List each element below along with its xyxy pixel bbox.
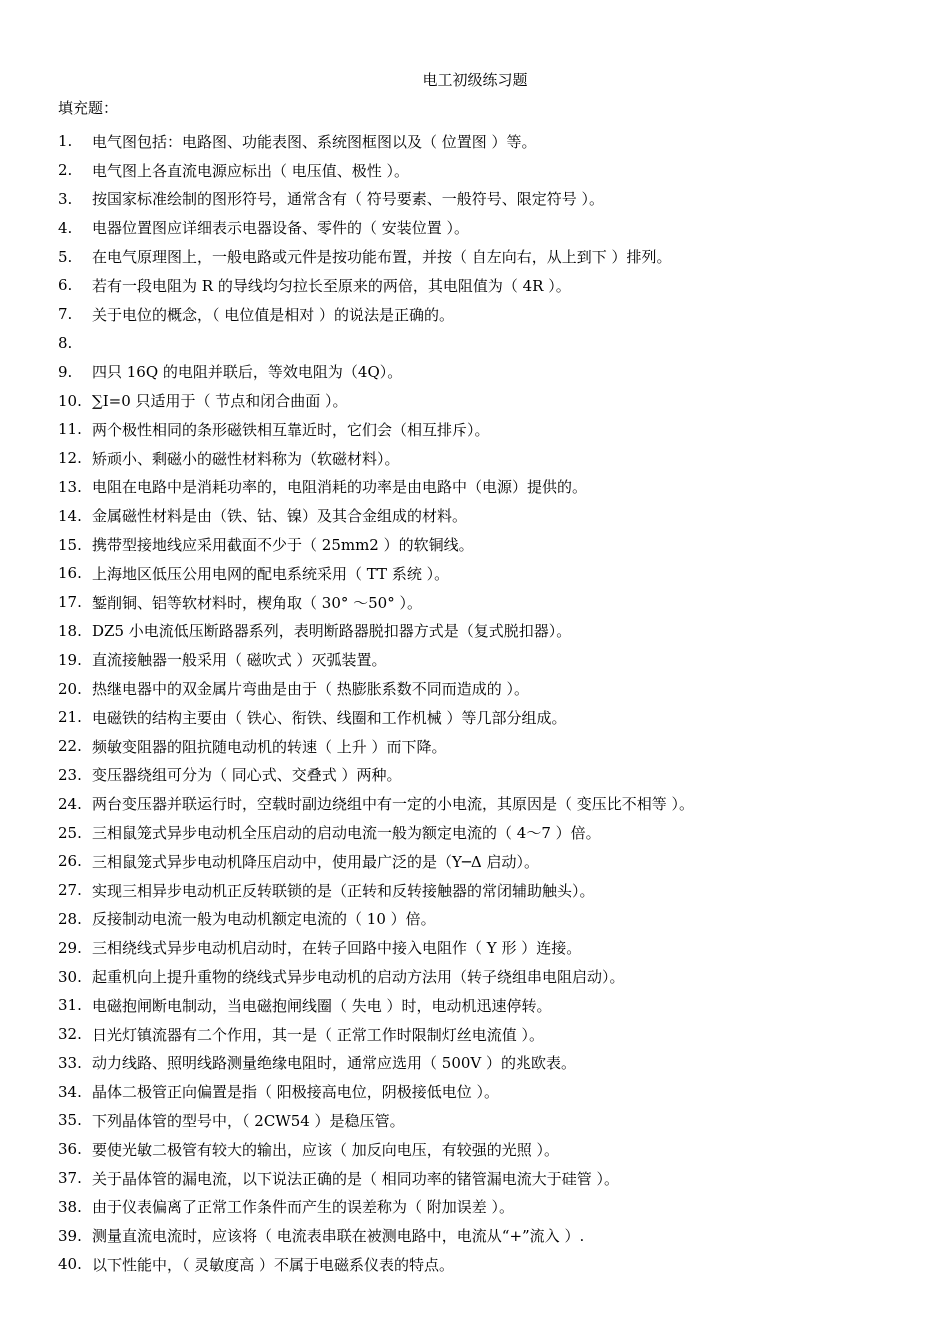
question-text: 电气图上各直流电源应标出（ 电压值、极性 ）。 — [92, 161, 410, 180]
question-item — [58, 300, 918, 329]
question-number: 20. — [58, 679, 82, 698]
question-text: ∑I=0 只适用于（ 节点和闭合曲面 ）。 — [92, 392, 348, 411]
question-text: 电阻在电路中是消耗功率的，电阻消耗的功率是由电路中（电源）提供的。 — [92, 478, 588, 497]
question-item — [58, 962, 918, 991]
question-item — [58, 761, 918, 790]
question-number: 39. — [58, 1226, 82, 1245]
question-text: 电磁抱闸断电制动，当电磁抱闸线圈（ 失电 ）时，电动机迅速停转。 — [92, 996, 552, 1015]
question-item — [58, 473, 918, 502]
question-text: 测量直流电流时，应该将（ 电流表串联在被测电路中，电流从“+”流入 ）. — [92, 1227, 585, 1246]
question-item — [58, 185, 918, 214]
question-list — [58, 127, 918, 1279]
question-number: 33. — [58, 1053, 82, 1072]
question-number: 17. — [58, 593, 82, 612]
question-text: 电器位置图应详细表示电器设备、零件的（ 安装位置 ）。 — [92, 219, 470, 238]
question-number: 19. — [58, 650, 82, 669]
question-text: 反接制动电流一般为电动机额定电流的（ 10 ）倍。 — [92, 910, 436, 929]
question-text: 两个极性相同的条形磁铁相互靠近时，它们会（相互排斥）。 — [92, 420, 490, 439]
question-text: 上海地区低压公用电网的配电系统采用（ TT 系统 ）。 — [92, 564, 450, 583]
question-text: 实现三相异步电动机正反转联锁的是（正转和反转接触器的常闭辅助触头）。 — [92, 881, 595, 900]
question-text: 三相绕线式异步电动机启动时，在转子回路中接入电阻作（ Y 形 ）连接。 — [92, 939, 582, 958]
question-text: 两台变压器并联运行时，空载时副边绕组中有一定的小电流，其原因是（ 变压比不相等 ）。 — [92, 795, 695, 814]
question-number: 38. — [58, 1197, 82, 1216]
question-text: 由于仪表偏离了正常工作条件而产生的误差称为（ 附加误差 ）。 — [92, 1198, 515, 1217]
question-item — [58, 329, 918, 358]
question-text: 日光灯镇流器有二个作用，其一是（ 正常工作时限制灯丝电流值 ）。 — [92, 1025, 545, 1044]
question-item — [58, 1164, 918, 1193]
question-text: 电磁铁的结构主要由（ 铁心、衔铁、线圈和工作机械 ）等几部分组成。 — [92, 708, 567, 727]
question-item — [58, 1077, 918, 1106]
question-item — [58, 732, 918, 761]
question-text: 若有一段电阻为 R 的导线均匀拉长至原来的两倍，其电阻值为（ 4R ）。 — [92, 276, 571, 295]
question-text: 三相鼠笼式异步电动机全压启动的启动电流一般为额定电流的（ 4～7 ）倍。 — [92, 824, 601, 843]
question-text: 关于电位的概念，（ 电位值是相对 ）的说法是正确的。 — [92, 305, 455, 324]
question-number: 37. — [58, 1169, 82, 1188]
question-number: 15. — [58, 535, 82, 554]
question-item — [58, 645, 918, 674]
question-item — [58, 1221, 918, 1250]
question-number: 31. — [58, 996, 82, 1015]
question-number: 2. — [58, 161, 73, 180]
question-text: 四只 16Q 的电阻并联后，等效电阻为（4Q）。 — [92, 363, 403, 382]
question-item — [58, 1250, 918, 1279]
question-number: 26. — [58, 852, 82, 871]
question-item — [58, 1049, 918, 1078]
question-text: DZ5 小电流低压断路器系列，表明断路器脱扣器方式是（复式脱扣器）。 — [92, 622, 572, 641]
question-number: 5. — [58, 247, 73, 266]
question-text: 矫顽小、剩磁小的磁性材料称为（软磁材料）。 — [92, 449, 400, 468]
question-text: 金属磁性材料是由（铁、钴、镍）及其合金组成的材料。 — [92, 507, 468, 526]
question-number: 18. — [58, 621, 82, 640]
question-number: 25. — [58, 823, 82, 842]
question-item — [58, 674, 918, 703]
question-number: 6. — [58, 276, 73, 295]
question-item — [58, 789, 918, 818]
question-number: 24. — [58, 794, 82, 813]
question-text: 在电气原理图上，一般电路或元件是按功能布置，并按（ 自左向右，从上到下 ）排列。 — [92, 248, 672, 267]
question-item — [58, 905, 918, 934]
question-number: 8. — [58, 333, 73, 352]
question-item — [58, 703, 918, 732]
question-item — [58, 242, 918, 271]
question-text: 热继电器中的双金属片弯曲是由于（ 热膨胀系数不同而造成的 ）。 — [92, 680, 530, 699]
question-number: 10. — [58, 391, 82, 410]
question-text: 动力线路、照明线路测量绝缘电阻时，通常应选用（ 500V ）的兆欧表。 — [92, 1054, 577, 1073]
question-number: 35. — [58, 1111, 82, 1130]
question-text: 以下性能中，（ 灵敏度高 ）不属于电磁系仪表的特点。 — [92, 1255, 455, 1274]
question-number: 36. — [58, 1140, 82, 1159]
question-text: 三相鼠笼式异步电动机降压启动中，使用最广泛的是（Y─Δ 启动）。 — [92, 852, 540, 871]
question-text: 起重机向上提升重物的绕线式异步电动机的启动方法用（转子绕组串电阻启动）。 — [92, 968, 625, 986]
question-number: 3. — [58, 189, 73, 208]
question-item — [58, 386, 918, 415]
question-item — [58, 1192, 918, 1221]
question-item — [58, 617, 918, 646]
question-item — [58, 588, 918, 617]
question-text: 晶体二极管正向偏置是指（ 阳极接高电位，阴极接低电位 ）。 — [92, 1083, 500, 1102]
question-item — [58, 933, 918, 962]
question-number: 11. — [58, 420, 82, 439]
question-item — [58, 357, 918, 386]
question-number: 40. — [58, 1255, 82, 1274]
question-item — [58, 415, 918, 444]
question-item — [58, 876, 918, 905]
question-text: 变压器绕组可分为（ 同心式、交叠式 ）两种。 — [92, 766, 402, 785]
question-item — [58, 991, 918, 1020]
question-item — [58, 1106, 918, 1135]
question-text: 频敏变阻器的阻抗随电动机的转速（ 上升 ）而下降。 — [92, 737, 447, 756]
question-item — [58, 501, 918, 530]
question-item — [58, 213, 918, 242]
question-item — [58, 156, 918, 185]
question-text: 直流接触器一般采用（ 磁吹式 ）灭弧装置。 — [92, 651, 387, 670]
question-number: 22. — [58, 737, 82, 756]
question-number: 4. — [58, 218, 73, 237]
section-label: 填充题： — [58, 99, 119, 117]
question-item — [58, 127, 918, 156]
question-text: 电气图包括：电路图、功能表图、系统图框图以及（ 位置图 ）等。 — [92, 132, 537, 151]
question-item — [58, 1020, 918, 1049]
question-item — [58, 530, 918, 559]
question-number: 9. — [58, 362, 73, 381]
question-number: 34. — [58, 1082, 82, 1101]
document-title: 电工初级练习题 — [422, 71, 528, 89]
question-number: 23. — [58, 765, 82, 784]
question-number: 32. — [58, 1025, 82, 1044]
question-item — [58, 559, 918, 588]
question-text: 下列晶体管的型号中，（ 2CW54 ）是稳压管。 — [92, 1111, 405, 1130]
question-text: 携带型接地线应采用截面不少于（ 25mm2 ）的软铜线。 — [92, 536, 474, 555]
question-number: 1. — [58, 132, 73, 151]
question-text: 按国家标准绘制的图形符号，通常含有（ 符号要素、一般符号、限定符号 ）。 — [92, 190, 605, 209]
question-number: 16. — [58, 564, 82, 583]
question-text: 錾削铜、铝等软材料时，楔角取（ 30° ～50° ）。 — [92, 593, 422, 612]
question-text: 要使光敏二极管有较大的输出，应该（ 加反向电压，有较强的光照 ）。 — [92, 1140, 560, 1159]
question-text: 关于晶体管的漏电流，以下说法正确的是（ 相同功率的锗管漏电流大于硅管 ）。 — [92, 1169, 620, 1188]
question-item — [58, 818, 918, 847]
question-number: 7. — [58, 305, 73, 324]
question-item — [58, 444, 918, 473]
question-number: 21. — [58, 708, 82, 727]
question-number: 14. — [58, 506, 82, 525]
question-item — [58, 1135, 918, 1164]
question-number: 27. — [58, 881, 82, 900]
question-number: 13. — [58, 477, 82, 496]
question-number: 29. — [58, 938, 82, 957]
question-item — [58, 847, 918, 876]
question-number: 12. — [58, 449, 82, 468]
question-number: 28. — [58, 909, 82, 928]
question-number: 30. — [58, 967, 82, 986]
question-item — [58, 271, 918, 300]
